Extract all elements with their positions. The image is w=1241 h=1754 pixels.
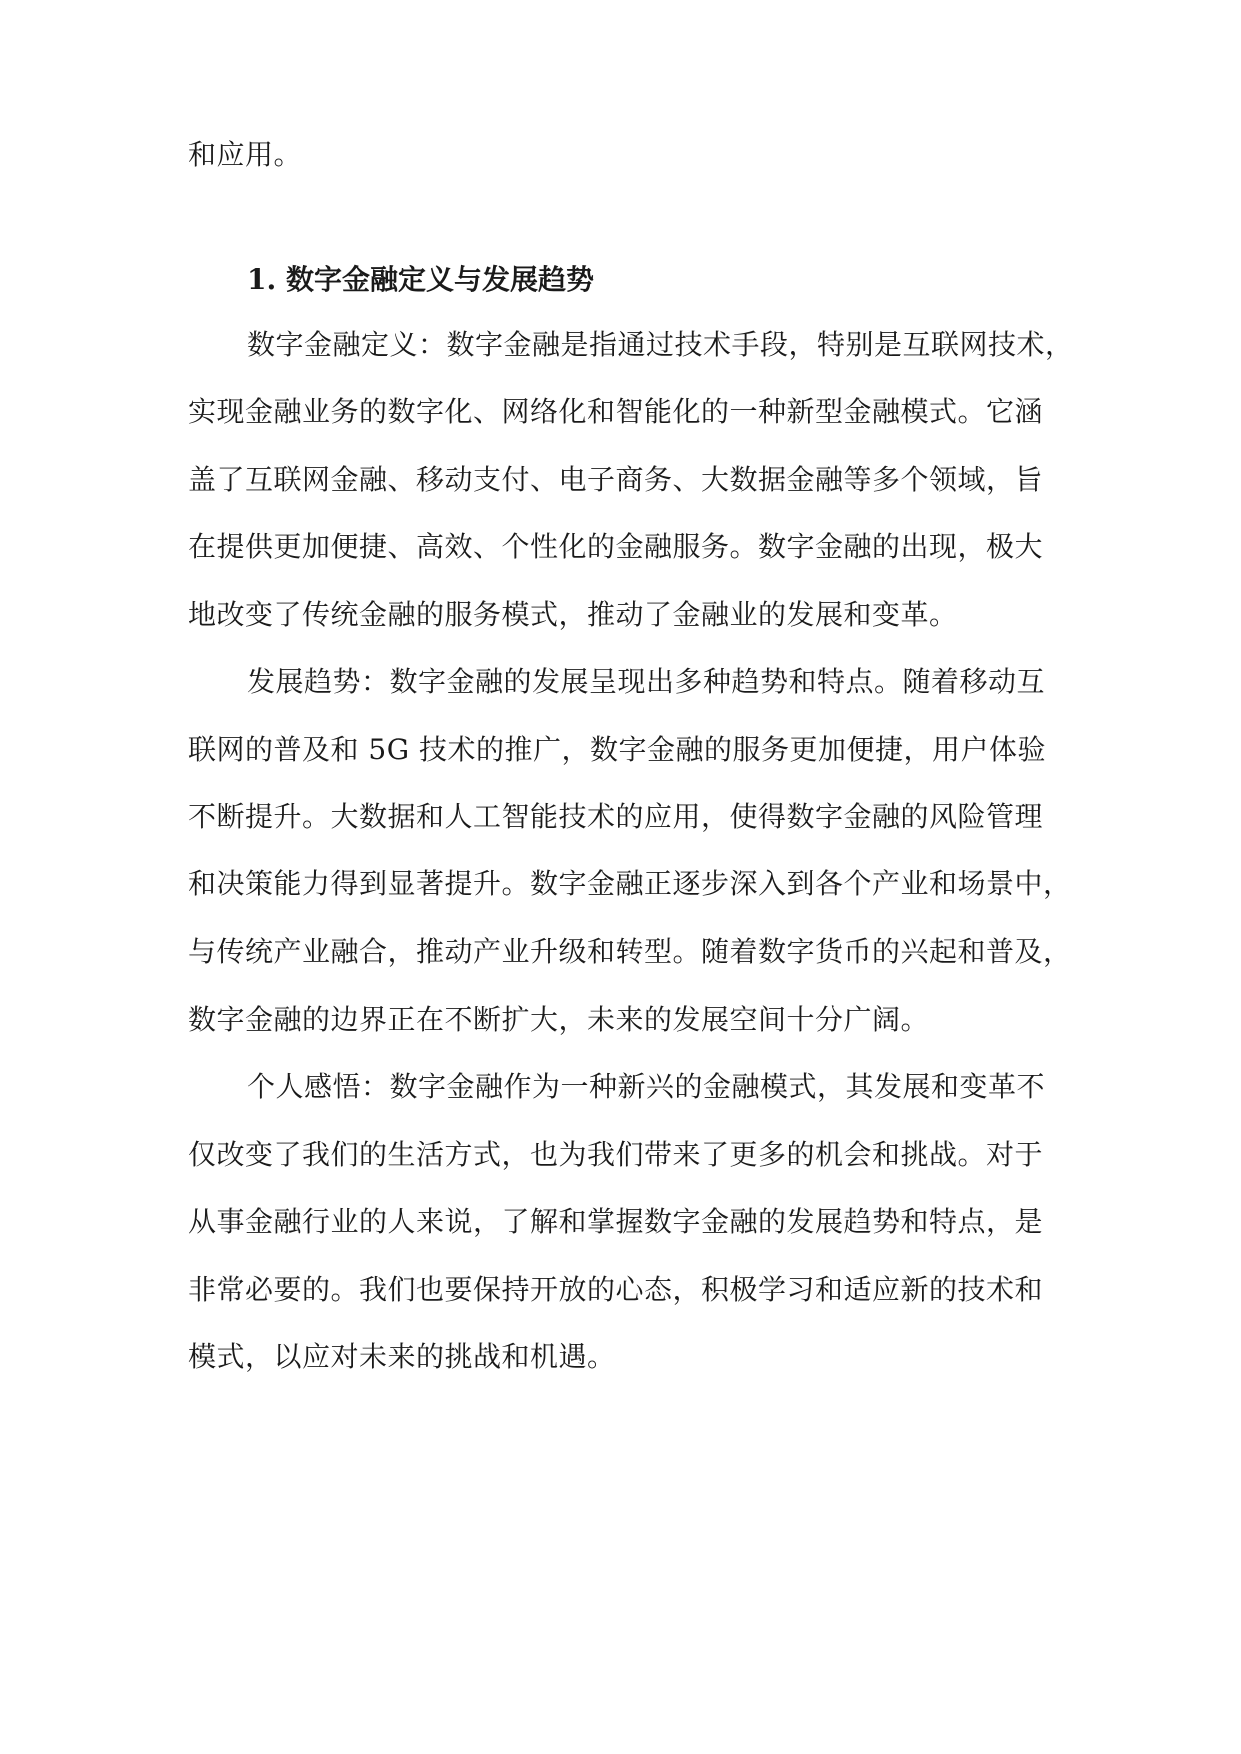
paragraph-line: 非常必要的。我们也要保持开放的心态，积极学习和适应新的技术和 bbox=[188, 1273, 1044, 1306]
paragraph-line: 模式，以应对未来的挑战和机遇。 bbox=[188, 1340, 616, 1373]
paragraph-line: 联网的普及和 5G 技术的推广，数字金融的服务更加便捷，用户体验 bbox=[188, 733, 1046, 766]
paragraph-line: 和决策能力得到显著提升。数字金融正逐步深入到各个产业和场景中， bbox=[188, 867, 1072, 900]
section-heading: 1. 数字金融定义与发展趋势 bbox=[247, 263, 594, 296]
paragraph-line: 从事金融行业的人来说，了解和掌握数字金融的发展趋势和特点，是 bbox=[188, 1205, 1044, 1238]
paragraph-line: 数字金融定义：数字金融是指通过技术手段，特别是互联网技术， bbox=[247, 328, 1074, 361]
paragraph-line: 仅改变了我们的生活方式，也为我们带来了更多的机会和挑战。对于 bbox=[188, 1138, 1044, 1171]
paragraph-line: 盖了互联网金融、移动支付、电子商务、大数据金融等多个领域，旨 bbox=[188, 463, 1044, 496]
paragraph-line: 不断提升。大数据和人工智能技术的应用，使得数字金融的风险管理 bbox=[188, 800, 1044, 833]
paragraph-line: 与传统产业融合，推动产业升级和转型。随着数字货币的兴起和普及， bbox=[188, 935, 1072, 968]
paragraph-line: 地改变了传统金融的服务模式，推动了金融业的发展和变革。 bbox=[188, 598, 958, 631]
paragraph-line: 实现金融业务的数字化、网络化和智能化的一种新型金融模式。它涵 bbox=[188, 395, 1044, 428]
paragraph-line: 数字金融的边界正在不断扩大，未来的发展空间十分广阔。 bbox=[188, 1003, 930, 1036]
paragraph-line: 发展趋势：数字金融的发展呈现出多种趋势和特点。随着移动互 bbox=[247, 665, 1046, 698]
paragraph-line: 在提供更加便捷、高效、个性化的金融服务。数字金融的出现，极大 bbox=[188, 530, 1044, 563]
continuation-text: 和应用。 bbox=[188, 138, 303, 171]
paragraph-line: 个人感悟：数字金融作为一种新兴的金融模式，其发展和变革不 bbox=[247, 1070, 1046, 1103]
